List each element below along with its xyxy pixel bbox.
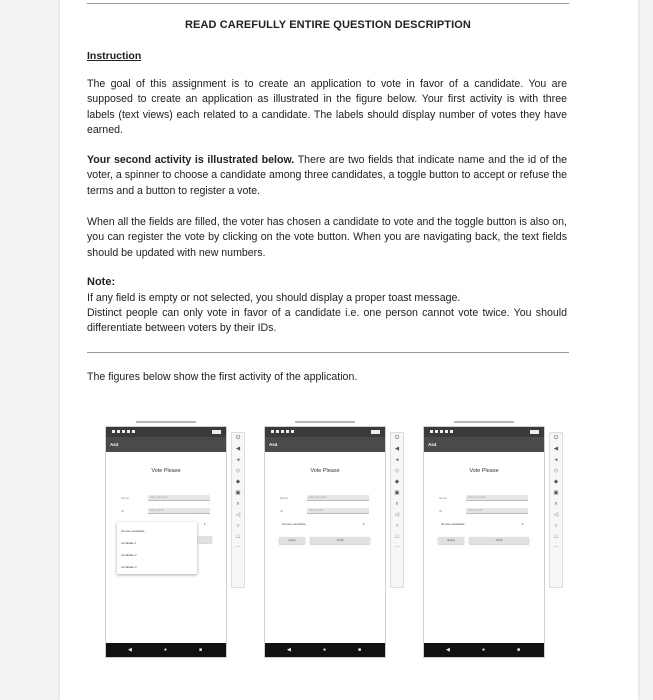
more-icon[interactable]: ⋯	[553, 545, 559, 551]
volume-up-icon[interactable]: ◀	[394, 446, 400, 452]
paragraph-second-activity	[87, 153, 567, 199]
zoom-icon[interactable]: ⌕	[236, 501, 240, 507]
rotate-right-icon[interactable]: ◆	[394, 479, 400, 485]
more-icon[interactable]: ⋯	[394, 545, 400, 551]
camera-icon[interactable]: ▣	[553, 490, 559, 496]
overview-icon[interactable]: □	[554, 534, 558, 540]
back-icon[interactable]: ◀	[446, 647, 450, 653]
note-line-1: If any field is empty or not selected, you should display a proper toast message.	[87, 292, 461, 304]
emulator-title	[126, 421, 206, 424]
phone-screenshot-3	[423, 426, 545, 658]
status-bar	[265, 427, 385, 437]
toggle-button[interactable]: accept	[279, 537, 305, 544]
vote-please-heading: Vote Please	[469, 468, 499, 474]
back-icon[interactable]: ◀	[128, 647, 132, 653]
id-field[interactable]	[466, 508, 528, 514]
overview-icon[interactable]: ■	[517, 647, 521, 653]
instruction-heading: Instruction	[87, 50, 142, 62]
id-placeholder: write your ID	[150, 509, 165, 512]
id-field[interactable]	[148, 508, 210, 514]
phone-screenshot-2	[264, 426, 386, 658]
power-icon[interactable]: ⏻	[235, 435, 241, 441]
overview-icon[interactable]: ■	[199, 647, 203, 653]
volume-down-icon[interactable]: ◂	[236, 457, 240, 463]
app-bar: As4	[106, 437, 226, 452]
id-placeholder: write your ID	[468, 509, 483, 512]
dropdown-option[interactable]: candidate 3	[121, 565, 137, 569]
name-field[interactable]	[466, 495, 528, 501]
second-activity-bold: Your second activity is illustrated below.	[87, 154, 295, 166]
app-bar: As4	[265, 437, 385, 452]
id-label: ID	[439, 509, 442, 513]
app-bar: As4	[424, 437, 544, 452]
name-label: Name	[439, 496, 448, 500]
note-line-2: Distinct people can only vote in favor of a candidate i.e. one person cannot vote twice. You should differentiate between voters by their IDs.	[87, 307, 567, 335]
name-label: Name	[280, 496, 289, 500]
nav-bar	[265, 643, 385, 657]
second-activity-text: There are two fields that indicate name and the id of the voter, a spinner to choose a candidate among three candidates, a toggle button to accept or refuse the terms and a button to register a vote.	[87, 154, 567, 197]
name-placeholder: write your name	[468, 496, 486, 499]
emulator-toolbar-1	[231, 432, 245, 588]
power-icon[interactable]: ⏻	[394, 435, 400, 441]
home-icon[interactable]: ○	[236, 523, 240, 529]
zoom-icon[interactable]: ⌕	[554, 501, 558, 507]
note-heading: Note:	[87, 276, 116, 288]
vote-please-heading: Vote Please	[151, 468, 181, 474]
dropdown-option[interactable]: choose candidate	[121, 529, 145, 533]
home-icon[interactable]: ●	[482, 647, 486, 653]
back-icon[interactable]: ◁	[235, 512, 241, 518]
document-page	[60, 0, 638, 700]
status-bar	[424, 427, 544, 437]
back-icon[interactable]: ◀	[287, 647, 291, 653]
rotate-left-icon[interactable]: ◇	[394, 468, 400, 474]
signal-icon	[212, 430, 221, 434]
spinner-arrow-icon: ▾	[204, 522, 206, 526]
emulator-toolbar-2	[390, 432, 404, 588]
rotate-left-icon[interactable]: ◇	[235, 468, 241, 474]
dropdown-option[interactable]: candidate 2	[121, 553, 137, 557]
figures-caption: The figures below show the first activity of the application.	[87, 371, 358, 383]
rotate-right-icon[interactable]: ◆	[235, 479, 241, 485]
rotate-right-icon[interactable]: ◆	[553, 479, 559, 485]
phone-screenshot-1	[105, 426, 227, 658]
id-placeholder: write your ID	[309, 509, 324, 512]
status-bar	[106, 427, 226, 437]
overview-icon[interactable]: □	[236, 534, 240, 540]
dropdown-option[interactable]: candidate 1	[121, 541, 137, 545]
name-label: Name	[121, 496, 130, 500]
name-placeholder: write your name	[150, 496, 168, 499]
volume-up-icon[interactable]: ◀	[235, 446, 241, 452]
paragraph-goal: The goal of this assignment is to create an application to vote in favor of a candidate. You are supposed to create an application as illustrated in the figure below. Your first activity is with three labels (text views) each related to a candidate. The labels should display number of votes they have earned.	[87, 78, 567, 136]
candidate-dropdown[interactable]	[117, 522, 197, 574]
name-placeholder: write your name	[309, 496, 327, 499]
vote-button[interactable]: VOTE	[310, 537, 370, 544]
home-icon[interactable]: ●	[323, 647, 327, 653]
camera-icon[interactable]: ▣	[394, 490, 400, 496]
back-icon[interactable]: ◁	[394, 512, 400, 518]
home-icon[interactable]: ○	[554, 523, 558, 529]
volume-down-icon[interactable]: ◂	[395, 457, 399, 463]
overview-icon[interactable]: ■	[358, 647, 362, 653]
id-label: ID	[121, 509, 124, 513]
top-divider	[87, 3, 569, 4]
candidate-spinner[interactable]: choose candidate	[441, 522, 465, 526]
home-icon[interactable]: ●	[164, 647, 168, 653]
camera-icon[interactable]: ▣	[235, 490, 241, 496]
nav-bar	[106, 643, 226, 657]
volume-down-icon[interactable]: ◂	[554, 457, 558, 463]
spinner-arrow-icon: ▾	[522, 522, 524, 526]
emulator-title	[444, 421, 524, 424]
middle-divider	[87, 352, 569, 353]
nav-bar	[424, 643, 544, 657]
volume-up-icon[interactable]: ◀	[553, 446, 559, 452]
zoom-icon[interactable]: ⌕	[395, 501, 399, 507]
name-field[interactable]	[307, 495, 369, 501]
vote-button[interactable]: VOTE	[469, 537, 529, 544]
home-icon[interactable]: ○	[395, 523, 399, 529]
emulator-title	[285, 421, 365, 424]
id-field[interactable]	[307, 508, 369, 514]
vote-please-heading: Vote Please	[310, 468, 340, 474]
rotate-left-icon[interactable]: ◇	[553, 468, 559, 474]
document-title: READ CAREFULLY ENTIRE QUESTION DESCRIPTION	[185, 19, 471, 31]
spinner-arrow-icon: ▾	[363, 522, 365, 526]
toggle-button[interactable]: decline	[438, 537, 464, 544]
power-icon[interactable]: ⏻	[553, 435, 559, 441]
signal-icon	[530, 430, 539, 434]
id-label: ID	[280, 509, 283, 513]
paragraph-vote-rules: When all the fields are filled, the voter has chosen a candidate to vote and the toggle button is also on, you can register the vote by clicking on the vote button. When you are navigating back, the text fields should be updated with new numbers.	[87, 216, 567, 259]
name-field[interactable]	[148, 495, 210, 501]
signal-icon	[371, 430, 380, 434]
overview-icon[interactable]: □	[395, 534, 399, 540]
vote-button-partial[interactable]	[198, 536, 212, 543]
more-icon[interactable]: ⋯	[235, 545, 241, 551]
back-icon[interactable]: ◁	[553, 512, 559, 518]
emulator-toolbar-3	[549, 432, 563, 588]
candidate-spinner[interactable]: choose candidate	[282, 522, 306, 526]
